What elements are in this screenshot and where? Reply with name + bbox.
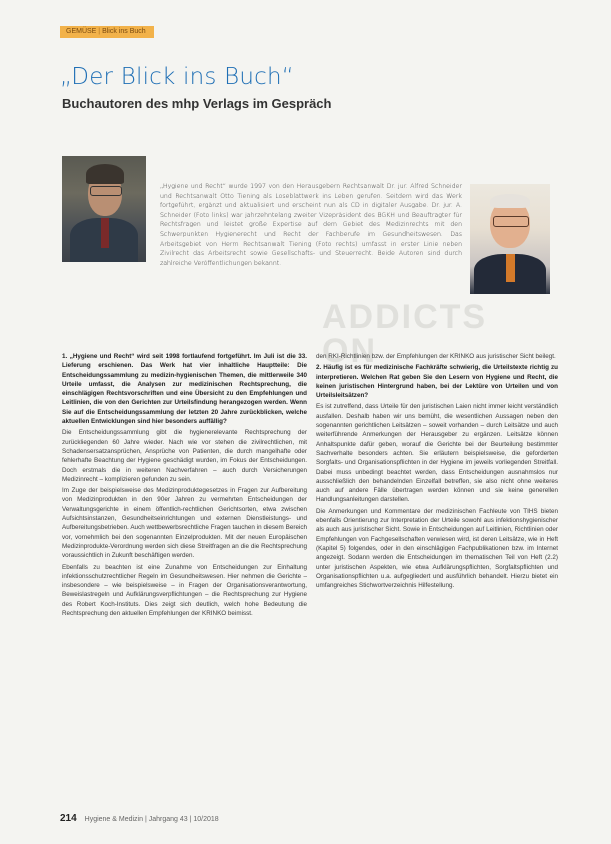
right-column — [316, 352, 558, 592]
page-number: 214 — [60, 813, 77, 824]
section-tab — [60, 26, 154, 38]
author-photo-right — [470, 184, 550, 294]
intro-text: „Hygiene und Recht“ wurde 1997 von den Herausgebern Rechtsanwalt Dr. jur. Alfred Schneider und Rechtsanwalt Otto Tiening als Loseblattwerk ins Leben gerufen. Seitdem wird das Werk fortgeführt, ergänzt und aktualisiert und erscheint nun als CD in digitaler Ausgabe. Dr. jur. A. Schneider (Foto links) war jahrzehntelang zweiter Vizepräsident des BGKH und Beauftragter für Rechtsfragen und leistet große Expertise auf dem Gebiet des Medizinrechts mit den Schwerpunkten Hygienerecht und Recht der Fachberufe im Gesundheitswesen. Das Arbeitsgebiet von Herrn Rechtsanwalt Tiening (Foto rechts) umfasst in erster Linie neben Zivilrecht das Arbeitsrecht sowie Gesellschafts- und Steuerrecht. Beide Autoren sind durch zahlreiche Veröffentlichungen bekannt. — [160, 183, 462, 267]
section-separator: | — [98, 28, 101, 35]
answer-paragraph: den RKI-Richtlinien bzw. der Empfehlungen der KRINKO aus juristischer Sicht beilegt. — [316, 353, 556, 360]
answer-paragraph: Im Zuge der beispielsweise des Medizinproduktegesetzes in Fragen zur Aufbereitung von Medizinprodukten in den 90er Jahren zu vermehrten Entscheidungen der Verwaltungsgerichte in einem öffentlich-rechtlichen Gerichtsorten, etwa zwischen Aufsichtsinstanzen, Gesundheitseinrichtungen und externen Dienstleistungs- und Aufbereitungsbetrieben. Auch wettbewerbsrechtliche Fragen tauchen in diesem Bereich vor, vornehmlich bei den sogenannten Einzelprodukten. Mit der neuen Europäischen Medizinprodukte-Verordnung werden sich diese Streitfragen an die die Rechtsprechung voraussichtlich in Zukunft beschäftigen werden. — [62, 487, 307, 560]
answer-paragraph: Ebenfalls zu beachten ist eine Zunahme von Entscheidungen zur Einhaltung infektionsschutzrechtlicher Regeln im Gesundheitswesen. Hier nehmen die Gerichte – insbesondere – wie beispielsweise – in Fragen der Organisationsverantwortung, Beweislastregeln und Aufklärungsverpflichtungen – die Rechtsprechung zur Hygiene des Robert Koch-Instituts. Dies zeigt sich deutlich, welch hohe Bedeutung die Rechtsprechung den aktuellen Empfehlungen der KRINKO beimisst. — [62, 563, 307, 618]
article-title: „Der Blick ins Buch“ — [60, 64, 294, 90]
answer-paragraph: Es ist zutreffend, dass Urteile für den juristischen Laien nicht immer leicht verständlich ausfallen. Deshalb haben wir uns bemüht, die wesentlichen Aussagen neben den sogenannten gerichtlichen Leitsätzen – soweit vorhanden – durch Leitsätze und auch weiterführende Anmerkungen der Herausgeber zu ergänzen. Leitsätze können Anhaltspunkte dafür geben, worauf die Gerichte bei der Beurteilung bestimmter Sachverhalte besonders achten. Sie erläutern beispielsweise, die geforderten Sorgfalts- und Organisationspflichten in der Hygiene im jeweils vorliegenden Streitfall. Dabei muss unbedingt beachtet werden, dass Entscheidungen ausnahmslos nur ausschließlich den behandelnden Einzelfall betreffen, sie also nicht ohne weiteres auch auf andere Fälle übertragen werden können und sie keine generellen Handlungsanleitungen darstellen. — [316, 403, 558, 504]
left-column — [62, 352, 307, 620]
journal-info: Hygiene & Medizin | Jahrgang 43 | 10/2018 — [84, 816, 219, 823]
page-footer — [60, 813, 219, 824]
question-1: 1. „Hygiene und Recht“ wird seit 1998 fortlaufend fortgeführt. Im Juli ist die 33. Lieferung erschienen. Das Werk hat vier inhaltliche Hauptteile: Die Entscheidungssammlung zu medizin-hygienischen Themen, die mittlerweile 340 Urteile umfasst, die Analysen zur medizinischen Rechtsprechung, die einschlägigen Rechtsvorschriften und eine Übersicht zu den Empfehlungen und Leitlinien, die von den Gerichten zur Urteilsfindung herangezogen werden. Wenn Sie auf die Entscheidungssammlung der letzten 20 Jahre zurückblicken, welche aktuellen Entwicklungen sind hier besonders auffällig? — [62, 353, 307, 426]
section-label: GEMÜSE — [66, 28, 97, 35]
article-subtitle: Buchautoren des mhp Verlags im Gespräch — [62, 96, 332, 111]
watermark: ADDICTS ON — [322, 300, 488, 370]
author-photo-left — [62, 156, 146, 262]
question-2: 2. Häufig ist es für medizinische Fachkräfte schwierig, die Urteilstexte richtig zu interpretieren. Welchen Rat geben Sie den Lesern von Hygiene und Recht, die keinen juristischen Hintergrund haben, bei der Lektüre von Urteilen und von Urteilsleitsätzen? — [316, 364, 558, 400]
answer-paragraph: Die Anmerkungen und Kommentare der medizinischen Fachleute von TIHS bieten ebenfalls Orientierung zur Interpretation der Urteile sowohl aus infektionshygienischer als auch aus juristischer Sicht. Sowie in Entscheidungen auf Leitlinien, Richtlinien oder Empfehlungen von Fachgesellschaften verwiesen wird, ist deren Leitsätze, wie in Heft (Kapitel 5) folgendes, oder in den einschlägigen Fachpublikationen bzw. im Internet angezeigt. Sodann werden die Entscheidungen im thematischen Teil von Heft (2.2) unter juristischen Aspekten, wie etwa Aufklärungspflichten, Sorgfaltspflichten und Organisationspflichten u.a. aufgegliedert und ausführlich behandelt. Hierzu bietet ein umfangreiches Stichwortverzeichnis Hilfestellung. — [316, 507, 558, 590]
section-sublabel: Blick ins Buch — [102, 28, 146, 35]
answer-paragraph: Die Entscheidungssammlung gibt die hygienerelevante Rechtsprechung der zurückliegenden 60 Jahre wieder. Nach wie vor stehen die zivilrechtlichen, mit Schadensersatzansprüchen, Ansprüche von Patienten, die durch mangelhafte oder fehlerhafte Beachtung der Hygiene geschädigt wurden, im Fokus der Entscheidungen. Doch erstmals die in weiteren Nachverfahren – auch durch Versicherungen Medizinrecht – komplizieren gefunden zu sein. — [62, 429, 307, 483]
